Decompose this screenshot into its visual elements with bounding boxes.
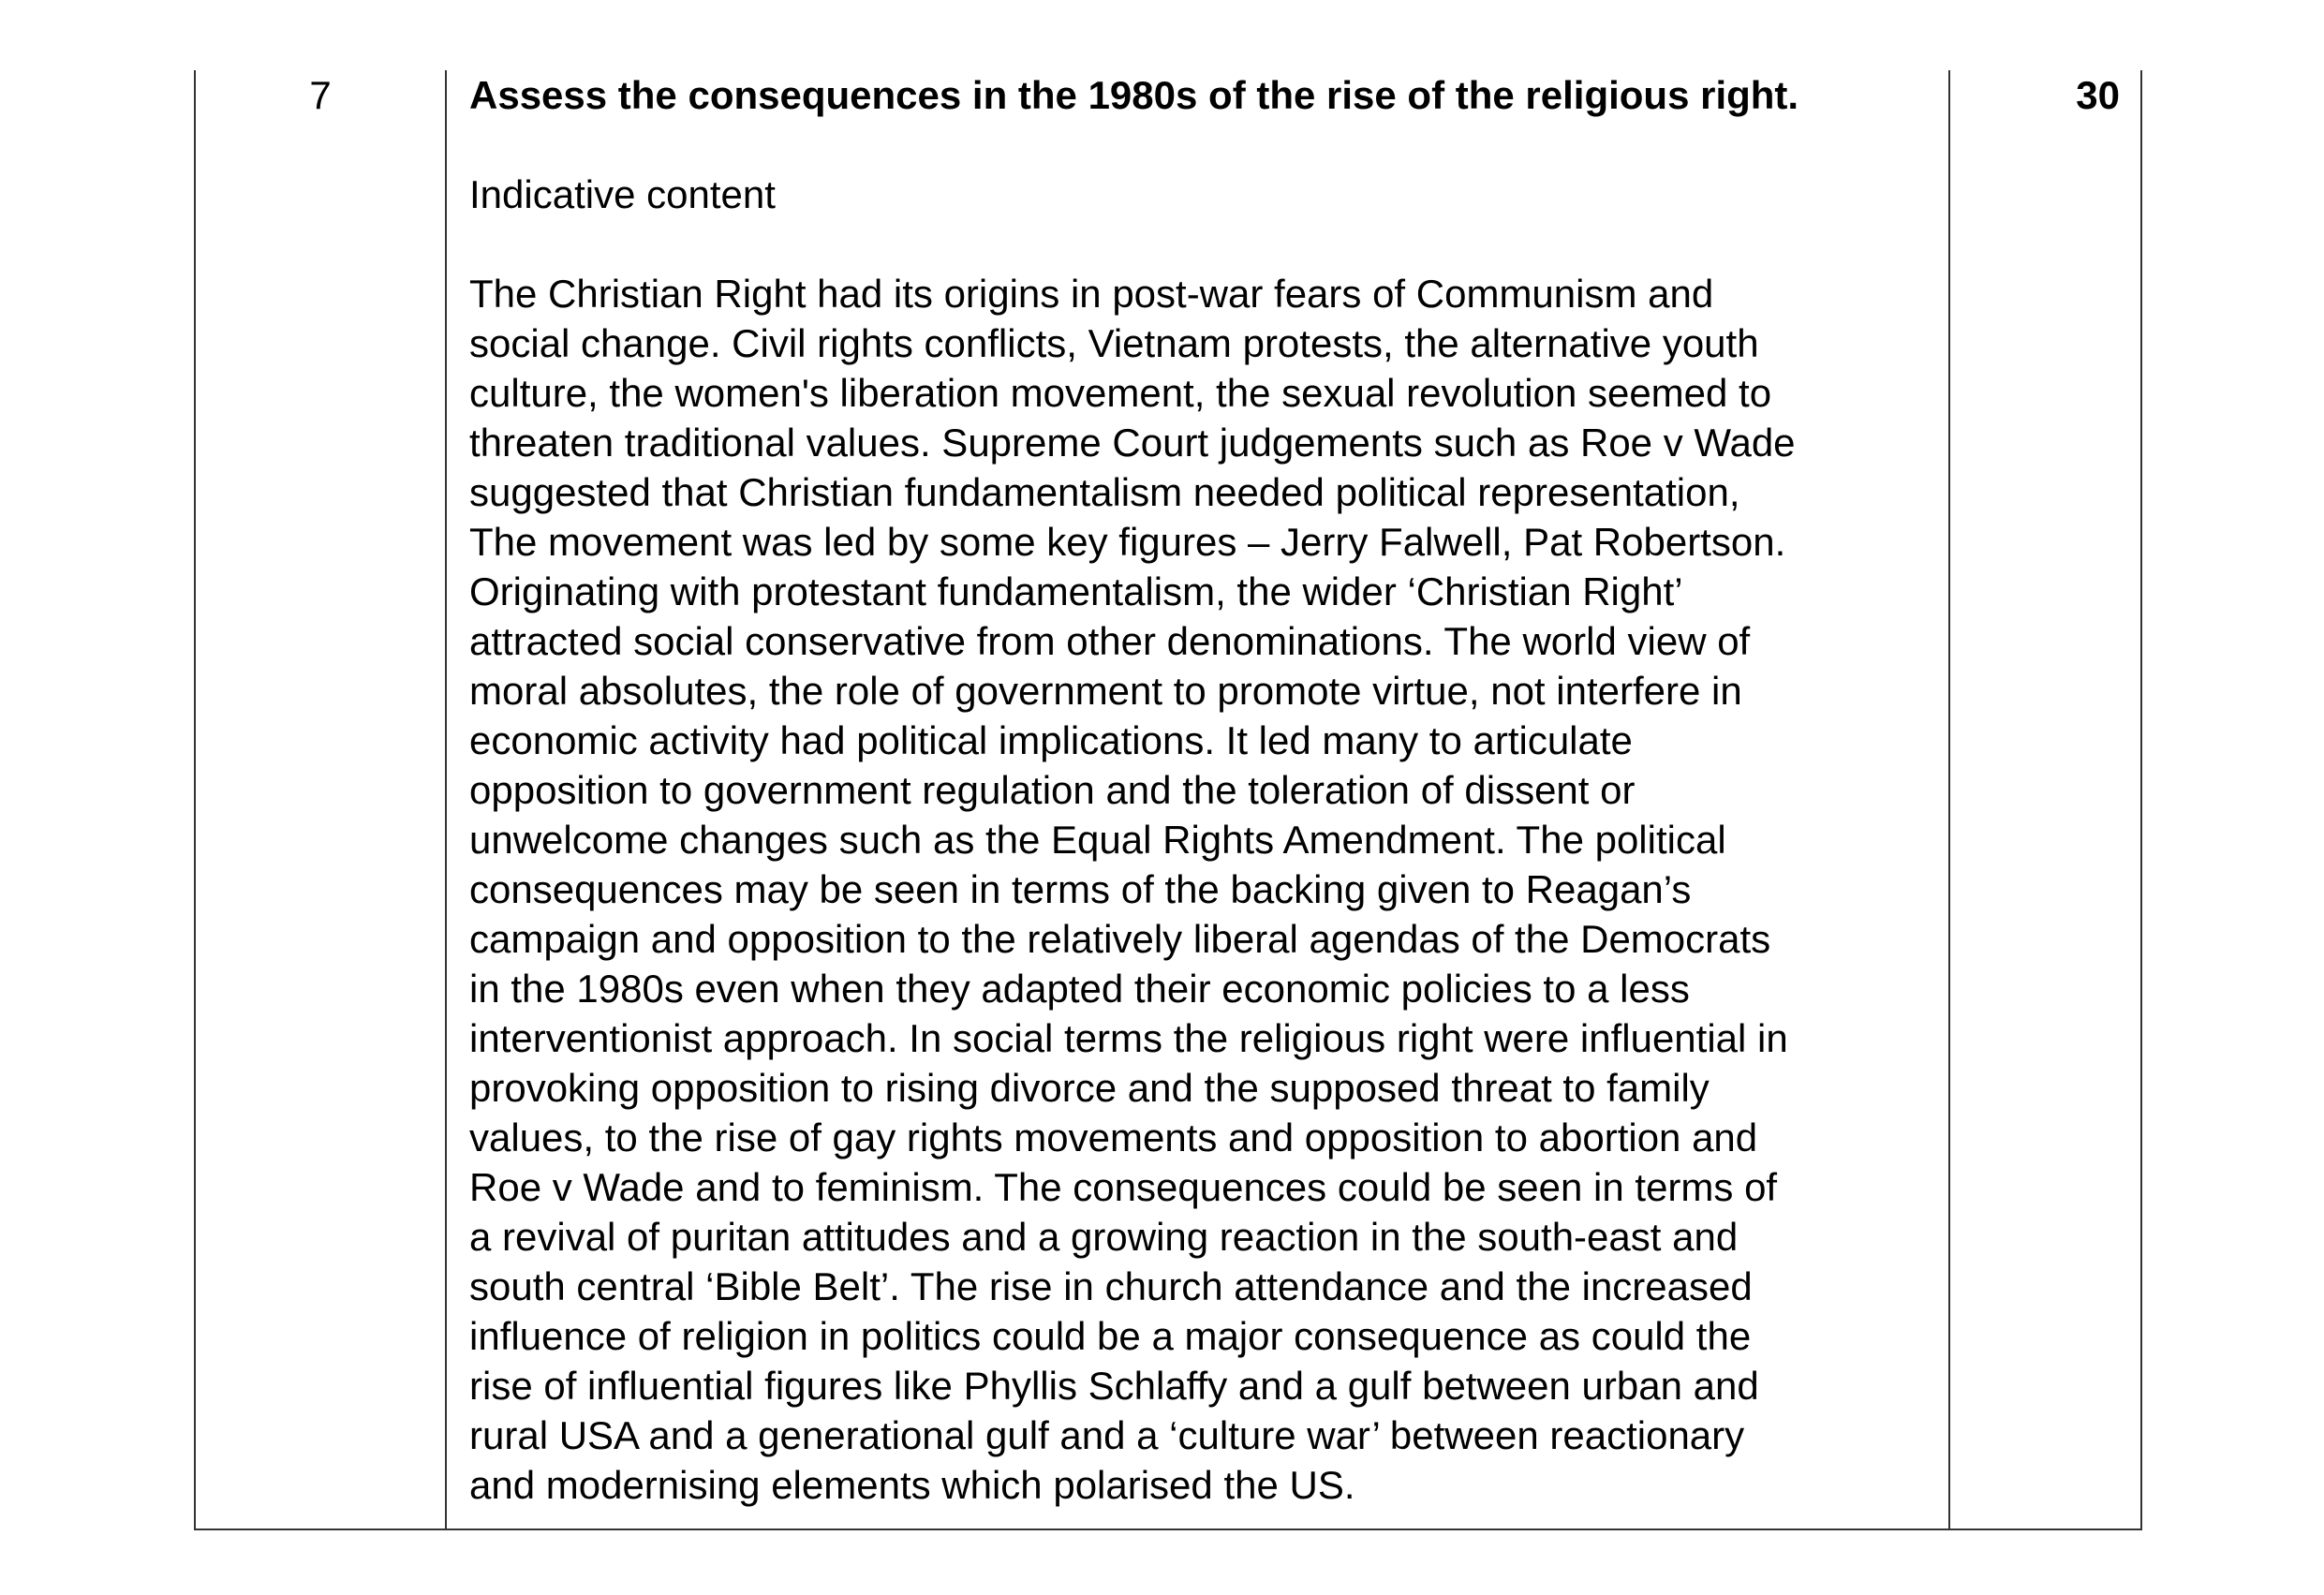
marks-cell xyxy=(1950,70,2140,120)
column-divider xyxy=(1948,70,1950,1529)
body-text-line: in the 1980s even when they adapted their economic policies to a less xyxy=(469,967,1690,1011)
body-text-line: threaten traditional values. Supreme Court judgements such as Roe v Wade xyxy=(469,421,1796,465)
body-text-line: The Christian Right had its origins in post-war fears of Communism and xyxy=(469,272,1714,316)
marks-value: 30 xyxy=(2076,73,2120,117)
question-content-cell xyxy=(469,70,1940,1510)
body-text-line: south central ‘Bible Belt’. The rise in church attendance and the increased xyxy=(469,1264,1753,1308)
body-text-line: culture, the women's liberation movement, the sexual revolution seemed to xyxy=(469,371,1772,415)
body-text-line: social change. Civil rights conflicts, Vietnam protests, the alternative youth xyxy=(469,321,1759,365)
body-text-line: The movement was led by some key figures – Jerry Falwell, Pat Robertson. xyxy=(469,520,1786,564)
question-number: 7 xyxy=(309,73,332,117)
body-text-line: campaign and opposition to the relatively liberal agendas of the Democrats xyxy=(469,917,1771,961)
body-text-line: rise of influential figures like Phyllis Schlaffy and a gulf between urban and xyxy=(469,1364,1759,1408)
body-text-line: economic activity had political implications. It led many to articulate xyxy=(469,718,1633,762)
body-text-line: influence of religion in politics could be a major consequence as could the xyxy=(469,1314,1752,1358)
body-text-line: provoking opposition to rising divorce and the supposed threat to family xyxy=(469,1066,1710,1110)
indicative-content-text xyxy=(469,269,1940,1510)
body-text-line: interventionist approach. In social terms the religious right were influential in xyxy=(469,1016,1788,1060)
mark-scheme-table xyxy=(194,70,2142,1530)
question-title: Assess the consequences in the 1980s of the rise of the religious right. xyxy=(469,73,1799,117)
body-text-line: unwelcome changes such as the Equal Rights Amendment. The political xyxy=(469,818,1726,862)
indicative-content-label: Indicative content xyxy=(469,172,776,216)
body-text-line: rural USA and a generational gulf and a ‘culture war’ between reactionary xyxy=(469,1413,1745,1457)
body-text-line: a revival of puritan attitudes and a growing reaction in the south-east and xyxy=(469,1215,1739,1259)
body-text-line: Originating with protestant fundamentalism, the wider ‘Christian Right’ xyxy=(469,569,1683,613)
body-text-line: suggested that Christian fundamentalism needed political representation, xyxy=(469,470,1740,514)
body-text-line: attracted social conservative from other denominations. The world view of xyxy=(469,619,1751,663)
body-text-line: opposition to government regulation and the toleration of dissent or xyxy=(469,768,1636,812)
body-text-line: consequences may be seen in terms of the backing given to Reagan’s xyxy=(469,867,1692,911)
body-text-line: moral absolutes, the role of government to promote virtue, not interfere in xyxy=(469,669,1742,713)
column-divider xyxy=(445,70,447,1529)
body-text-line: and modernising elements which polarised the US. xyxy=(469,1463,1355,1507)
body-text-line: values, to the rise of gay rights movements and opposition to abortion and xyxy=(469,1115,1758,1159)
body-text-line: Roe v Wade and to feminism. The consequences could be seen in terms of xyxy=(469,1165,1778,1209)
